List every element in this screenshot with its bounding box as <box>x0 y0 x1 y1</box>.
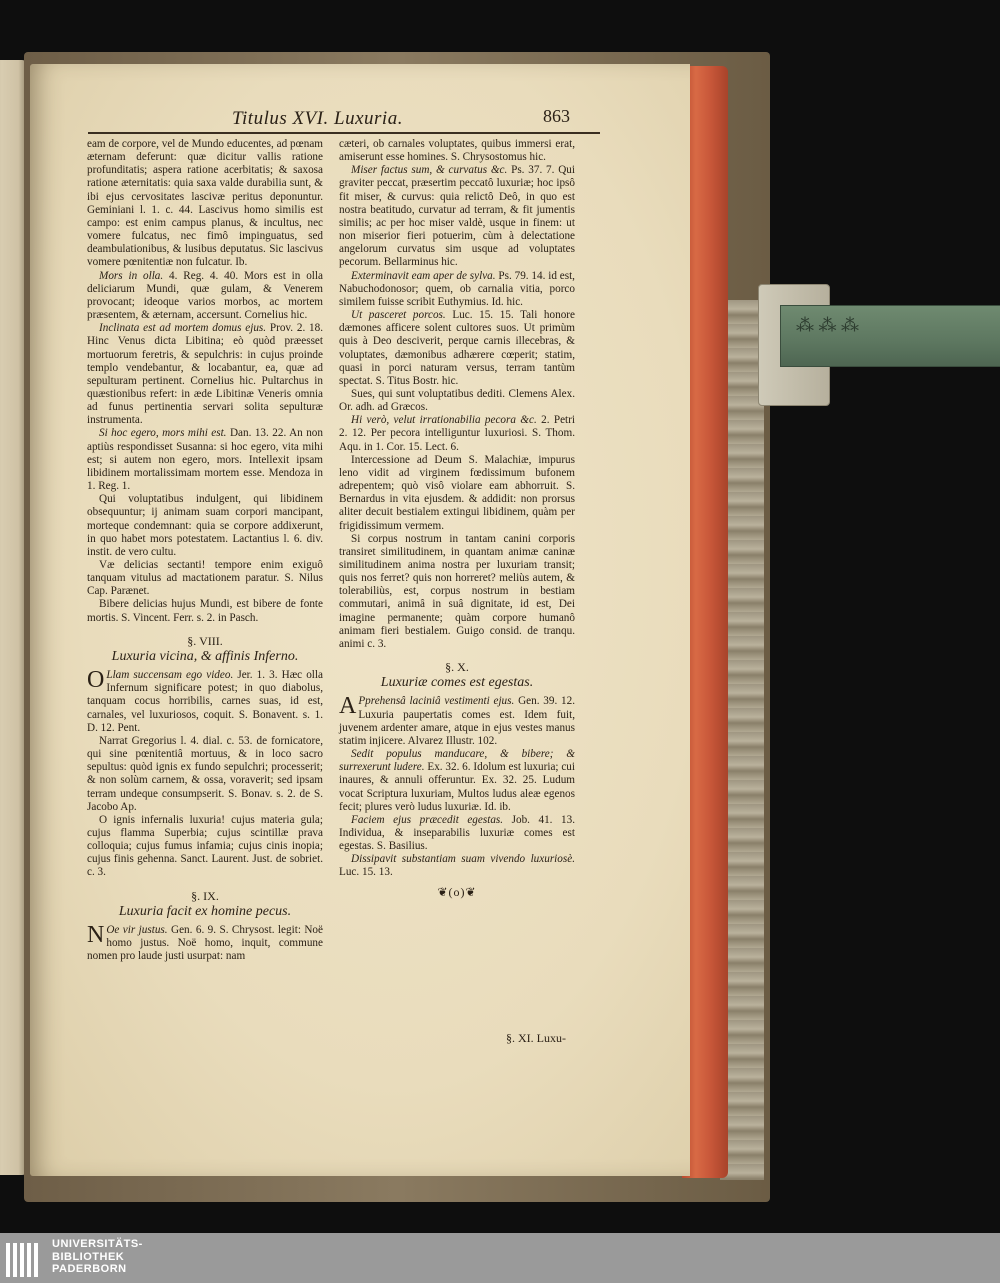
paragraph <box>339 748 575 814</box>
paragraph <box>87 921 323 963</box>
paragraph <box>339 454 575 533</box>
library-logo-text <box>52 1238 143 1276</box>
section-title: Luxuria facit ex homine pecus. <box>118 903 292 919</box>
paragraph <box>339 695 575 748</box>
text-column-left <box>87 138 323 963</box>
paragraph-text: Prov. 2. 18. Hinc Venus dicta Libitina; eò quòd præesset mortuorum feretris, & sepulchris: in cujus proinde templo vendebantur, & locabantur, ea, quæ ad sepulturam pertinent. Cornelius hic. Pultarchus in quæstionibus refert: in æde Libitinæ Veneris omnia ad funus pertinentia servari solita sepulturæ instrumenta. <box>87 322 323 427</box>
paragraph-text: eam de corpore, vel de Mundo educentes, ad pœnam æternam deferunt: quæ dicitur vallis ratione profunditatis; aspera ratione acerbitatis; & saxosa ratione æternitatis: quia saxa valde durabilia sunt, & ibi ejus cervositates lascivæ peritus deponuntur. Geminiani l. 1. c. 44. Lascivus homo similis est campo: est enim campus planus, & incultus, nec vomere fulcatus, nec fimô impinguatus, sed deambulationibus, & lusibus deputatus. Sic lascivus vomere pœnitentiæ non fulcatur. Ib. <box>87 138 323 269</box>
paragraph-text: Væ delicias sectanti! tempore enim exiguô tanquam vitulus ad mactationem paratur. S. Nilus Cap. Parænet. <box>87 559 323 598</box>
scripture-quote: Dissipavit substantiam suam vivendo luxuriosè. <box>351 853 575 866</box>
paragraph-text: Bibere delicias hujus Mundi, est bibere de fonte mortis. S. Vincent. Ferr. s. 2. in Pasch. <box>87 598 323 624</box>
paragraph-text: Sues, qui sunt voluptatibus dediti. Clemens Alex. Or. adh. ad Græcos. <box>339 387 575 414</box>
paragraph <box>87 735 323 814</box>
paragraph <box>339 814 575 853</box>
drop-capital: O <box>87 667 105 694</box>
scripture-quote: Oe vir justus. <box>106 923 168 936</box>
paragraph <box>339 309 575 388</box>
header-rule <box>88 132 600 134</box>
section-number: §. VIII. <box>187 633 223 648</box>
library-footer <box>0 1233 1000 1283</box>
scripture-quote: Exterminavit eam aper de sylva. <box>351 269 496 282</box>
paragraph-text: Dan. 13. 22. An non aptiùs respondisset Susanna: si hoc egero, vita mihi est; si autem non egero, mors. Intellexit ipsam libidinem mortalissimam mortem esse. Mendoza in 1. Reg. 1. <box>87 427 323 493</box>
paragraph-text: Narrat Gregorius l. 4. dial. c. 53. de fornicatore, qui sine pœnitentiâ mortuus, & in loco sacro sepultus: quòd ignis ex fundo sepulchri; processerit; & non solùm carnem, & ossa, voraverit; sed ipsam terram undeque consumpserit. S. Bonav. s. 2. de S. Jacobo Ap. <box>87 734 323 813</box>
scripture-quote: Si hoc egero, mors mihi est. <box>99 427 227 440</box>
paragraph-text: Ex. 32. 6. Idolum est luxuria; cui inaures, & annuli offeruntur. Ex. 32. 25. Ludum vocat Scriptura luxuriam, Multos ludus aleæ egenos fecit; plures verò ludus luxuriæ. Id. ib. <box>339 761 576 813</box>
section-title: Luxuria vicina, & affinis Inferno. <box>111 648 299 664</box>
scripture-quote: Hi verò, velut irrationabilia pecora &c. <box>351 414 537 427</box>
paragraph-text: Ps. 79. 14. id est, Nabuchodonosor; quem, ob carnalia vitia, porco similem fuisse scribit Euthymius. Id. hic. <box>339 269 575 308</box>
section-title: Luxuriæ comes est egestas. <box>380 675 534 691</box>
paragraph-text: Jer. 1. 3. Hæc olla Infernum significare potest; in quo diabolus, tanquam cocus horribilis, carnes suas, id est, carnales, vel luxuriosos, coquit. S. Bonavent. s. 1. D. 12. Pent. <box>87 669 323 734</box>
page-number: 863 <box>543 106 570 126</box>
scripture-quote: Sedit populus manducare, & bibere; & surrexerunt ludere. <box>339 748 575 774</box>
paragraph <box>87 598 323 624</box>
drop-capital: N <box>87 921 105 948</box>
paragraph-text: Gen. 39. 12. Luxuria paupertatis comes est. Idem fuit, juvenem ardenter amare, atque in ejus vestes manus statim injicere. Alvarez Illustr. 102. <box>339 695 575 747</box>
logo-line-3: PADERBORN <box>52 1263 127 1275</box>
paragraph <box>87 270 323 323</box>
clasp-ornament-icon: ⁂ ⁂ ⁂ <box>796 315 859 335</box>
catchword: §. XI. Luxu- <box>506 1031 566 1045</box>
paragraph <box>87 427 323 493</box>
paragraph-text: Job. 41. 13. Individua, & inseparabilis luxuriæ comes est egestas. S. Basilius. <box>339 813 576 853</box>
drop-capital: A <box>339 693 357 720</box>
paragraph <box>87 669 323 735</box>
paragraph <box>339 270 575 309</box>
logo-line-2: BIBLIOTHEK <box>52 1250 125 1263</box>
paragraph-text: Luc. 15. 15. Tali honore dæmones afficere solent cultores suos. Ut primùm quis à Deo desciverit, perque carnis illecebras, & voluptates, dæmonibus adhærere cœperit; statim, quasi in porci naturam versus, terram tantùm spectat. S. Titus Bostr. hic. <box>339 309 575 387</box>
paragraph <box>87 814 323 880</box>
scripture-quote: Inclinata est ad mortem domus ejus. <box>99 322 267 335</box>
paragraph <box>339 853 575 879</box>
paragraph-text: 2. Petri 2. 12. Per pecora intelliguntur luxuriosi. S. Thom. Aqu. in 1. Cor. 15. Lect. 6. <box>339 414 575 453</box>
scripture-quote: Pprehensâ laciniâ vestimenti ejus. <box>358 695 515 708</box>
logo-line-1: UNIVERSITÄTS- <box>52 1238 143 1250</box>
paragraph-text: Luc. 15. 13. <box>339 866 393 879</box>
scripture-quote: Faciem ejus præcedit egestas. <box>351 813 504 826</box>
paragraph <box>87 559 323 598</box>
paragraph <box>87 322 323 427</box>
section-number: §. X. <box>445 660 469 675</box>
paragraph-text: Gen. 6. 9. S. Chrysost. legit: Noë homo justus. Noë homo, inquit, commune nomen pro laude justi usurpat: nam <box>87 923 323 963</box>
ornament-icon: ❦(o)❦ <box>437 884 477 899</box>
paragraph <box>339 138 575 164</box>
scripture-quote: Ut pasceret porcos. <box>351 309 446 322</box>
section-number: §. IX. <box>191 888 219 903</box>
paragraph <box>87 138 323 270</box>
paragraph-text: 4. Reg. 4. 40. Mors est in olla deliciarum Mundi, quæ gulam, & Venerem provocant; ideoque varios morbos, ac mortem præsentem, & æternam, accersunt. Cornelius hic. <box>87 269 323 322</box>
paragraph <box>87 493 323 559</box>
paragraph <box>339 164 575 269</box>
paragraph <box>339 414 575 453</box>
running-title: Titulus XVI. Luxuria. <box>232 108 403 129</box>
paragraph-text: Qui voluptatibus indulgent, qui libidinem obsequuntur; ij animam suam corpori mancipant, morteque condemnant: quia se corpore addixerunt, in quo habet mors potestatem. Lactantius l. 6. div. instit. de vero cultu. <box>87 493 323 558</box>
scripture-quote: Llam succensam ego video. <box>106 669 234 682</box>
paragraph <box>339 388 575 414</box>
paragraph <box>339 533 575 651</box>
paragraph-text: Si corpus nostrum in tantam canini corporis transiret similitudinem, in quantam animæ caninæ similitudinem anima nostra per luxuriam transit; quis nos ferret? quis non horreret? meliùs autem, & tolerabiliùs, est, corpus nostrum in bestiam commutari, animâ in suâ dignitate, id est, Dei imagine permanente; quàm corpore humanô animam fieri bestialem. Guigo consid. de tranqu. animi c. 3. <box>339 532 575 650</box>
paragraph-text: cæteri, ob carnales voluptates, quibus immersi erat, amiserunt esse homines. S. Chrysostomus hic. <box>339 138 575 164</box>
library-logo-icon <box>4 1237 44 1279</box>
paragraph-text: O ignis infernalis luxuria! cujus materia gula; cujus flamma Superbia; cujus scintillæ prava colloquia; cujus fumus infamia; cujus cinis inopia; cujus finis gehenna. Sanct. Laurent. Just. de sobriet. c. 3. <box>87 813 323 879</box>
paragraph-text: Intercessione ad Deum S. Malachiæ, impurus leno vidit ad virginem fœdissimum bufonem adrepentem; quò visô violare eam abhorruit. S. Bernardus in vita ejusdem. & addidit: non prorsus aliter decuit bestialem extingui libidinem, quàm per frigidissimum vermem. <box>339 453 575 532</box>
scripture-quote: Mors in olla. <box>99 269 164 282</box>
paragraph-text: Ps. 37. 7. Qui graviter peccat, præsertim peccatô luxuriæ; hoc ipsô fit miser, & curvus: quia relictô Deô, in quo est nostra beatitudo, curvatur ad terram, & fit jumentis similis; ac per hoc miser valdè, usque in finem: ut non miserior fieri potuerim, cùm à delectatione angelorum curvatus sim usque ad voluptates pecorum. Bellarminus hic. <box>339 164 576 269</box>
text-column-right <box>339 138 575 899</box>
scripture-quote: Miser factus sum, & curvatus &c. <box>351 164 508 177</box>
